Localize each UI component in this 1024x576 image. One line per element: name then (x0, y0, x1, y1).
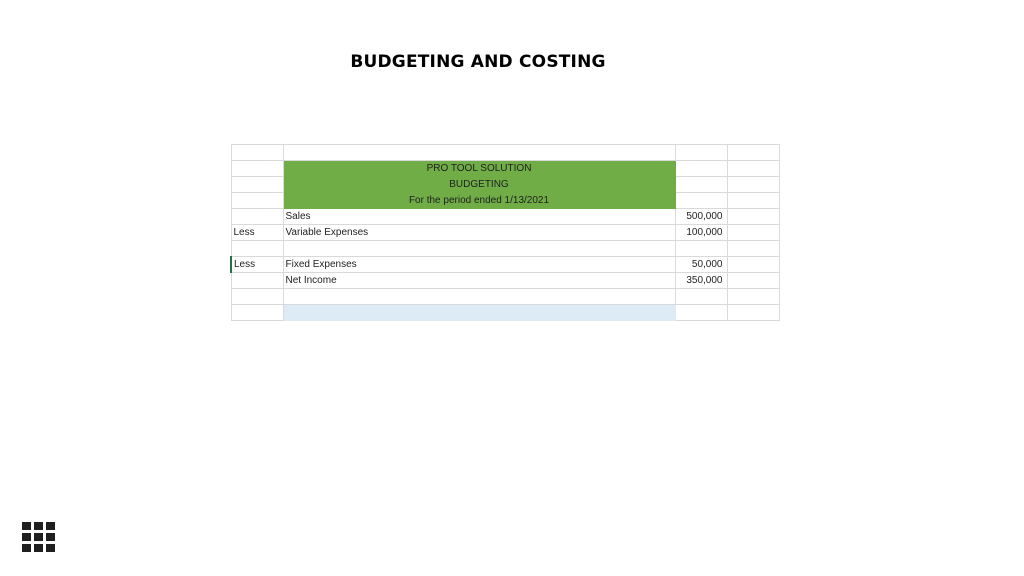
table-row (231, 209, 779, 225)
fixed-expenses-value[interactable]: 50,000 (675, 257, 727, 273)
cell[interactable] (231, 193, 283, 209)
spreadsheet-grid (230, 144, 780, 321)
cell[interactable] (727, 305, 779, 321)
sales-value[interactable]: 500,000 (675, 209, 727, 225)
budget-spreadsheet (230, 144, 778, 324)
table-row (231, 273, 779, 289)
cell[interactable] (231, 161, 283, 177)
net-income-label[interactable]: Net Income (283, 273, 675, 289)
cell[interactable] (231, 177, 283, 193)
cell[interactable] (675, 289, 727, 305)
cell[interactable] (231, 273, 283, 289)
grid-icon-cell (34, 544, 43, 552)
cell[interactable] (727, 289, 779, 305)
cell[interactable] (283, 241, 675, 257)
table-row (231, 177, 779, 193)
net-income-value[interactable]: 350,000 (675, 273, 727, 289)
cell[interactable] (231, 145, 283, 161)
variable-prefix[interactable]: Less (231, 225, 283, 241)
cell[interactable] (727, 193, 779, 209)
table-row (231, 193, 779, 209)
cell[interactable] (283, 289, 675, 305)
table-row (231, 241, 779, 257)
grid-icon[interactable] (22, 522, 55, 552)
cell[interactable] (231, 209, 283, 225)
header-report-name[interactable]: BUDGETING (283, 177, 675, 193)
variable-expenses-value[interactable]: 100,000 (675, 225, 727, 241)
cell[interactable] (231, 289, 283, 305)
grid-icon-cell (34, 522, 43, 530)
grid-icon-cell (46, 544, 55, 552)
fixed-expenses-label[interactable]: Fixed Expenses (283, 257, 675, 273)
cell[interactable] (675, 145, 727, 161)
table-row (231, 257, 779, 273)
cell[interactable] (727, 225, 779, 241)
cell[interactable] (283, 145, 675, 161)
fixed-prefix[interactable]: Less (231, 257, 283, 273)
grid-icon-cell (22, 533, 31, 541)
header-period[interactable]: For the period ended 1/13/2021 (283, 193, 675, 209)
cell[interactable] (675, 177, 727, 193)
variable-expenses-label[interactable]: Variable Expenses (283, 225, 675, 241)
cell[interactable] (231, 241, 283, 257)
selected-cell[interactable] (283, 305, 675, 321)
grid-icon-cell (46, 522, 55, 530)
table-row (231, 225, 779, 241)
table-row (231, 145, 779, 161)
cell[interactable] (231, 305, 283, 321)
cell[interactable] (727, 273, 779, 289)
cell[interactable] (675, 193, 727, 209)
cell[interactable] (727, 161, 779, 177)
grid-icon-cell (34, 533, 43, 541)
grid-icon-cell (22, 544, 31, 552)
cell[interactable] (675, 305, 727, 321)
grid-icon-cell (22, 522, 31, 530)
sales-label[interactable]: Sales (283, 209, 675, 225)
cell[interactable] (727, 209, 779, 225)
cell[interactable] (727, 241, 779, 257)
cell[interactable] (675, 161, 727, 177)
table-row (231, 305, 779, 321)
grid-icon-cell (46, 533, 55, 541)
cell[interactable] (727, 257, 779, 273)
cell[interactable] (727, 177, 779, 193)
cell[interactable] (727, 145, 779, 161)
header-company-name[interactable]: PRO TOOL SOLUTION (283, 161, 675, 177)
cell[interactable] (675, 241, 727, 257)
table-row (231, 161, 779, 177)
slide-title: BUDGETING AND COSTING (350, 52, 606, 72)
table-row (231, 289, 779, 305)
